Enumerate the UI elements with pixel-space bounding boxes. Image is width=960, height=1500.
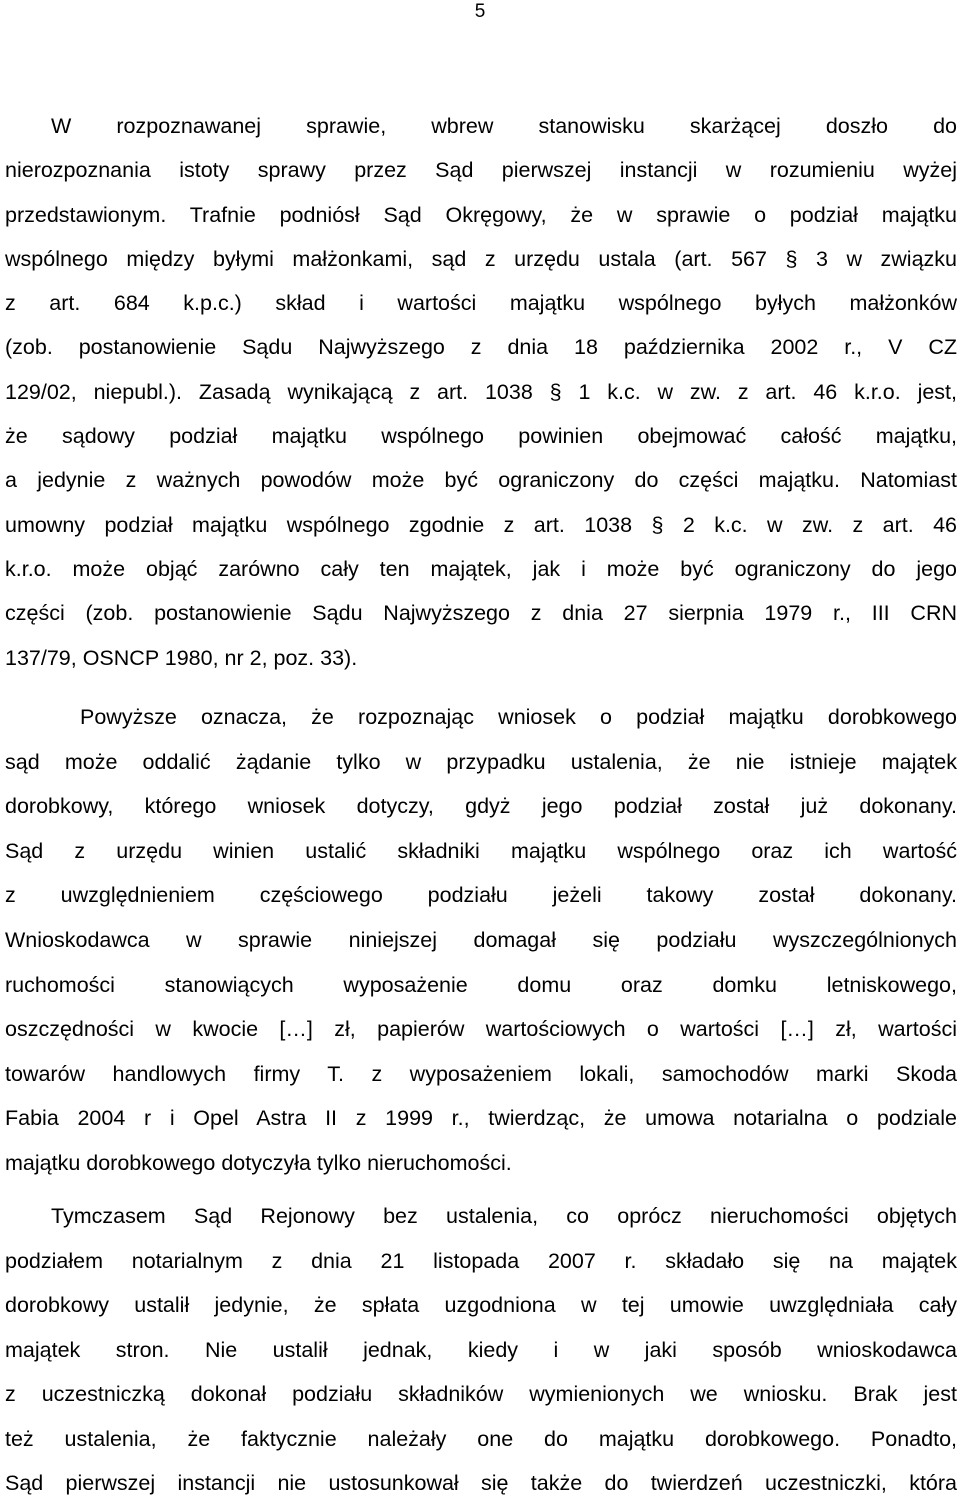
text-line: 137/79, OSNCP 1980, nr 2, poz. 33). bbox=[5, 645, 358, 670]
text-line: towarów handlowych firmy T. z wyposażeniem lokali, samochodów marki Skoda bbox=[5, 1061, 957, 1086]
text-line: też ustalenia, że faktycznie należały one do majątku dorobkowego. Ponadto, bbox=[5, 1426, 957, 1451]
text-line: W rozpoznawanej sprawie, wbrew stanowisku skarżącej doszło do bbox=[51, 114, 957, 138]
paragraph-3 bbox=[5, 1201, 957, 1500]
text-line: oszczędności w kwocie […] zł, papierów wartościowych o wartości […] zł, wartości bbox=[5, 1017, 957, 1042]
text-line: ruchomości stanowiących wyposażenie domu oraz domku letniskowego, bbox=[5, 972, 957, 997]
text-line: umowny podział majątku wspólnego zgodnie z art. 1038 § 2 k.c. w zw. z art. 46 bbox=[5, 512, 957, 537]
text-line: majątek stron. Nie ustalił jednak, kiedy i w jaki sposób wnioskodawca bbox=[5, 1337, 957, 1362]
text-line: wspólnego między byłymi małżonkami, sąd z urzędu ustala (art. 567 § 3 w związku bbox=[5, 246, 957, 271]
text-line: (zob. postanowienie Sądu Najwyższego z dnia 18 października 2002 r., V CZ bbox=[5, 335, 957, 360]
paragraph-2 bbox=[5, 702, 957, 1193]
text-line: Sąd pierwszej instancji nie ustosunkował się także do twierdzeń uczestniczki, która bbox=[5, 1471, 957, 1495]
text-line: nierozpoznania istoty sprawy przez Sąd pierwszej instancji w rozumieniu wyżej bbox=[5, 158, 957, 183]
text-line: z uwzględnieniem częściowego podziału jeżeli takowy został dokonany. bbox=[5, 883, 957, 908]
text-line: a jedynie z ważnych powodów może być ograniczony do części majątku. Natomiast bbox=[5, 468, 957, 493]
text-line: przedstawionym. Trafnie podniósł Sąd Okręgowy, że w sprawie o podział majątku bbox=[5, 202, 957, 227]
text-line: dorobkowy, którego wniosek dotyczy, gdyż jego podział został już dokonany. bbox=[5, 794, 957, 819]
text-line: Sąd z urzędu winien ustalić składniki majątku wspólnego oraz ich wartość bbox=[5, 838, 957, 863]
text-line: Tymczasem Sąd Rejonowy bez ustalenia, co oprócz nieruchomości objętych bbox=[51, 1204, 957, 1228]
text-line: sąd może oddalić żądanie tylko w przypadku ustalenia, że nie istnieje majątek bbox=[5, 749, 957, 774]
text-line: k.r.o. może objąć zarówno cały ten majątek, jak i może być ograniczony do jego bbox=[5, 556, 957, 581]
text-line: 129/02, niepubl.). Zasadą wynikającą z art. 1038 § 1 k.c. w zw. z art. 46 k.r.o. jest, bbox=[5, 379, 957, 404]
page-number: 5 bbox=[474, 1, 486, 22]
text-line: że sądowy podział majątku wspólnego powinien obejmować całość majątku, bbox=[5, 424, 957, 449]
text-line: majątku dorobkowego dotyczyła tylko nieruchomości. bbox=[5, 1150, 512, 1175]
text-line: z art. 684 k.p.c.) skład i wartości majątku wspólnego byłych małżonków bbox=[5, 291, 957, 316]
paragraph-1 bbox=[5, 111, 957, 687]
text-line: z uczestniczką dokonał podziału składników wymienionych we wniosku. Brak jest bbox=[5, 1382, 957, 1406]
text-line: Wnioskodawca w sprawie niniejszej domagał się podziału wyszczególnionych bbox=[5, 927, 957, 952]
text-line: Powyższe oznacza, że rozpoznając wniosek o podział majątku dorobkowego bbox=[80, 705, 957, 729]
text-line: części (zob. postanowienie Sądu Najwyższego z dnia 27 sierpnia 1979 r., III CRN bbox=[5, 601, 957, 626]
text-line: podziałem notarialnym z dnia 21 listopada 2007 r. składało się na majątek bbox=[5, 1248, 957, 1273]
text-line: Fabia 2004 r i Opel Astra II z 1999 r., twierdząc, że umowa notarialna o podziale bbox=[5, 1106, 957, 1131]
text-line: dorobkowy ustalił jedynie, że spłata uzgodniona w tej umowie uwzględniała cały bbox=[5, 1293, 957, 1317]
